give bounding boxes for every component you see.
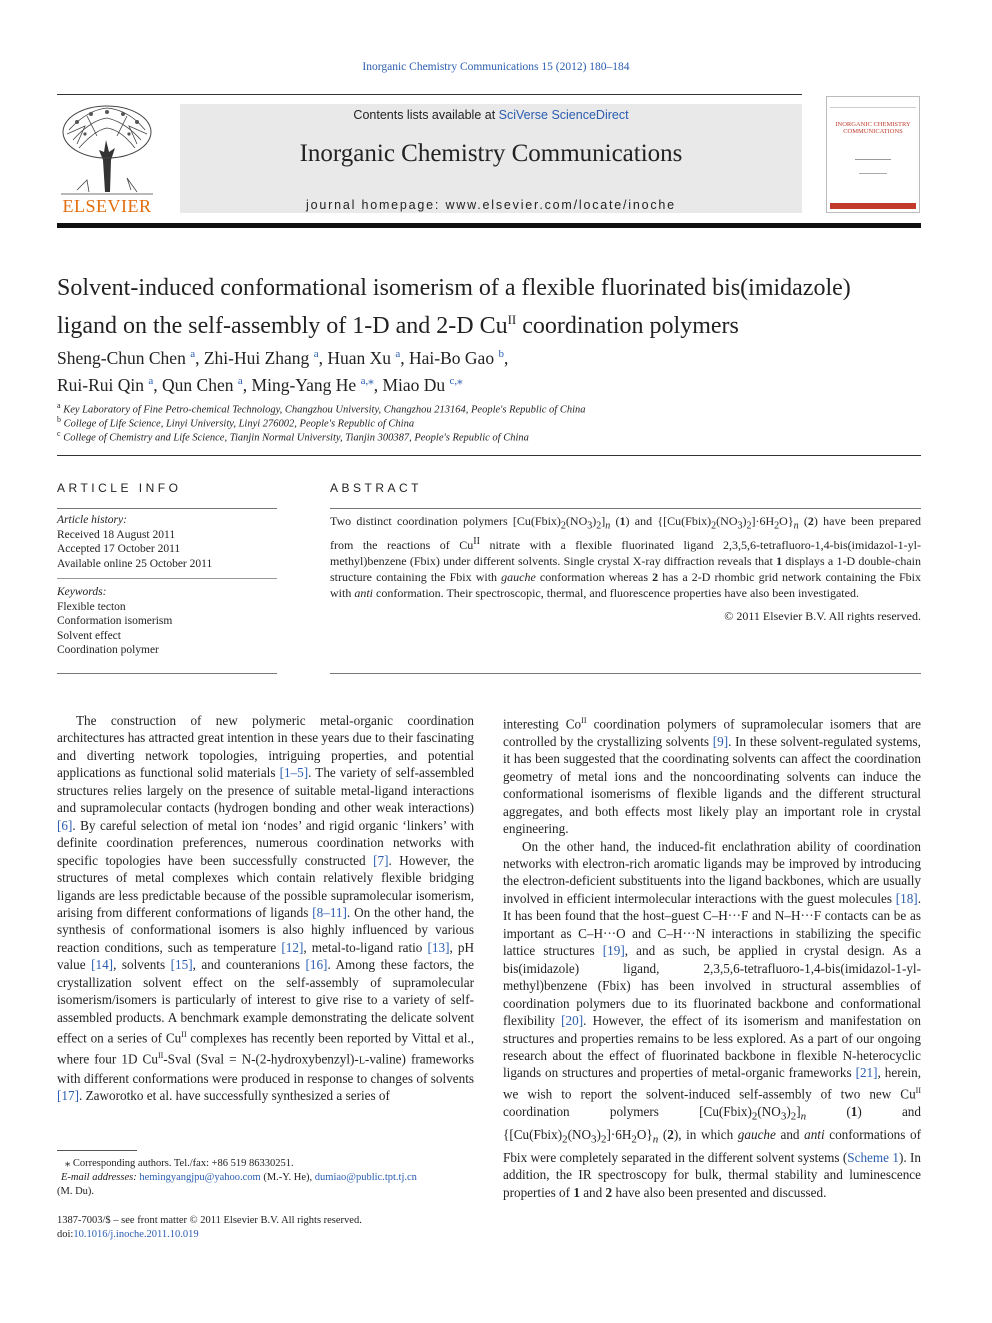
abstract-copyright: © 2011 Elsevier B.V. All rights reserved. (724, 609, 921, 623)
masthead (180, 104, 802, 213)
doi-link[interactable]: 10.1016/j.inoche.2011.10.019 (73, 1229, 199, 1240)
author: Ming-Yang He $^{a,⁎}$, (251, 374, 383, 395)
email-link-he[interactable]: hemingyangjpu@yahoo.com (139, 1172, 261, 1183)
affiliation-a: $^a$ Key Laboratory of Fine Petro-chemical Technology, Changzhou University, Changzhou 213164, People's Republic of China (57, 401, 586, 416)
author: Zhi-Hui Zhang $^a$, (203, 347, 328, 368)
author: Sheng-Chun Chen $^a$, (57, 347, 204, 368)
abstract-bottom-rule (330, 673, 921, 674)
cover-title: INORGANIC CHEMISTRY COMMUNICATIONS (835, 121, 911, 135)
header-rule (57, 94, 802, 95)
journal-cover-thumbnail[interactable] (826, 96, 920, 213)
sciencedirect-link[interactable]: SciVerse ScienceDirect (498, 108, 629, 122)
body-paragraph: On the other hand, the induced-fit enclathration ability of coordination networks with electron-rich aromatic ligands may be improved by introducing the electron-deficient substituents into the ligand backbones, which are usually involved in efficient intermolecular interactions with the guest molecules [18]. It has been found that the host–guest C–H···F and N–H···F contacts can be as important as C–H···O and C–H···N interactions in stabilizing the specific lattice structures [19], and as such, be applied in crystal design. As a bis(imidazole) ligand, 2,3,5,6-tetrafluoro-1,4-bis(imidazol-1-yl-methyl)benzene (Fbix) has been involved in structural assemblies of coordination polymers due to its fluorinated backbone and conformational flexibility [20]. However, the effect of its isomerism and manifestation on structures and properties remains to be less explored. As a part of our ongoing research about the effect of fluorinated backbone in flexible N-heterocyclic ligands on structures and properties of metal-organic frameworks [21], herein, we wish to report the solvent-induced self-assembly of two new $Cu^{II}$ coordination polymers $[Cu(Fbix)_2(NO_3)_2]_n$ (1) and $\{[Cu(Fbix)_2(NO_3)_2]\cdot 6H_2O\}_n$ (2), in which gauche and anti conformations of Fbix were completely separated in the different solvent systems (Scheme 1). In addition, the IR spectroscopy for bulk, thermal stability and luminescence properties of 1 and 2 have also been presented and discussed. (503, 838, 921, 1200)
accepted-date: Accepted 17 October 2011 (57, 543, 181, 555)
email-line: E-mail addresses: hemingyangjpu@yahoo.com (M.-Y. He), dumiao@public.tpt.tj.cn (61, 1172, 417, 1183)
author: Rui-Rui Qin $^a$, (57, 374, 163, 395)
article-info-rule (57, 508, 277, 509)
affiliation-b: $^b$ College of Life Science, Linyi University, Linyi 276002, People's Republic of China (57, 415, 415, 430)
cover-rule (855, 159, 891, 160)
elsevier-wordmark: ELSEVIER (62, 196, 152, 216)
title-superscript: II (507, 312, 517, 327)
journal-title: Inorganic Chemistry Communications (299, 140, 683, 167)
author: Miao Du $^{c,⁎}$ (382, 374, 463, 395)
doi-line: doi:10.1016/j.inoche.2011.10.019 (57, 1229, 199, 1240)
email-label: E-mail addresses: (61, 1172, 140, 1183)
keyword: Conformation isomerism (57, 615, 173, 627)
author-list (57, 343, 927, 397)
contents-line (180, 108, 802, 122)
journal-homepage (180, 198, 802, 212)
author: Hai-Bo Gao $^b$, (409, 347, 509, 368)
body-paragraph: The construction of new polymeric metal-organic coordination architectures has attracted great intention in these years due to their fascinating and diverting network topologies, intriguing properties, and potential applications as functional solid materials [1–5]. The variety of self-assembled structures relies largely on the presence of suitable metal-ligand interactions and supramolecular contacts (hydrogen bonding and other weak interactions) [6]. By careful selection of metal ion ‘nodes’ and rigid organic ‘linkers’ with definite coordination preferences, numerous coordination networks with specific topologies have been successfully constructed [7]. However, the structures of metal complexes which contain relatively flexible bridging ligands are less predictable because of the possible supramolecular isomerism, arising from different conformations of ligands [8–11]. On the other hand, the synthesis of conformational isomers is also highly influenced by various reaction conditions, such as temperature [12], metal-to-ligand ratio [13], pH value [14], solvents [15], and counteranions [16]. Among these factors, the crystallization solvent effect on the self-assembly of supramolecular isomerism/isomers is particularly of interest to give rise to a variety of self-assembled products. A benchmark example demonstrating the delicate solvent effect on a series of $Cu^{II}$ complexes has recently been reported by Vittal et al., where four 1D $Cu^{II}$-Sval (Sval = N-(2-hydroxybenzyl)-L-valine) frameworks with different conformations were produced in response to changes of solvents [17]. Zaworotko et al. have successfully synthesized a series of (57, 713, 475, 1104)
keyword: Flexible tecton (57, 600, 126, 613)
journal-citation[interactable]: Inorganic Chemistry Communications 15 (2012) 180–184 (362, 61, 630, 73)
footnote-rule (57, 1150, 137, 1151)
corresponding-author-note: ⁎ Corresponding authors. Tel./fax: +86 519 86330251. (65, 1158, 294, 1169)
keyword: Solvent effect (57, 629, 121, 642)
body-paragraph: interesting $Co^{II}$ coordination polymers of supramolecular isomers that are controlled by the crystallizing solvents [9]. In these solvent-regulated systems, it has been suggested that the coordinating solvents can affect the coordination geometry of metal ions and the noncoordinating solvents can induce the conformational isomerisms of flexible ligands and the different structural aggregates, and both effects most likely play an important role in crystal engineering. (503, 716, 922, 837)
abstract-heading: ABSTRACT (330, 481, 423, 495)
title-line-1: Solvent-induced conformational isomerism of a flexible fluorinated bis(imidazole) (57, 275, 851, 301)
front-matter (57, 1214, 557, 1242)
cover-band (830, 203, 916, 209)
body-column-left (57, 712, 474, 1105)
online-date: Available online 25 October 2011 (57, 557, 213, 570)
abstract-rule (330, 508, 921, 509)
title-line-2-end: coordination polymers (516, 313, 739, 339)
contents-prefix: Contents lists available at (353, 108, 499, 122)
article-title (57, 273, 927, 342)
author: Huan Xu $^a$, (327, 347, 410, 368)
footnotes (57, 1157, 474, 1199)
elsevier-tree-icon (57, 100, 157, 196)
history-rule (57, 578, 277, 579)
email-author-note: (M. Du). (57, 1186, 95, 1197)
article-info-heading: ARTICLE INFO (57, 481, 182, 495)
email-link-du[interactable]: dumiao@public.tpt.tj.cn (314, 1172, 417, 1183)
body-column-right (503, 712, 921, 1201)
author: Qun Chen $^a$, (162, 374, 252, 395)
cover-mark (859, 167, 887, 174)
affiliation-rule (57, 455, 921, 456)
title-line-2: ligand on the self-assembly of 1-D and 2-D Cu (57, 313, 508, 339)
keywords-rule (57, 673, 277, 674)
homepage-label: journal homepage: (306, 198, 446, 212)
keywords-block (57, 585, 277, 658)
history-label: Article history: (57, 514, 127, 526)
homepage-link[interactable]: www.elsevier.com/locate/inoche (445, 198, 676, 212)
elsevier-logo (57, 100, 157, 216)
keyword: Coordination polymer (57, 644, 159, 656)
masthead-bottom-rule (57, 223, 921, 228)
cover-topline (830, 101, 916, 108)
keywords-label: Keywords: (57, 586, 107, 598)
received-date: Received 18 August 2011 (57, 528, 176, 541)
article-history (57, 513, 277, 571)
affiliation-c: $^c$ College of Chemistry and Life Science, Tianjin Normal University, Tianjin 300387, People's Republic of China (57, 429, 529, 444)
issn-line: 1387-7003/$ – see front matter © 2011 Elsevier B.V. All rights reserved. (57, 1215, 362, 1226)
abstract-body: Two distinct coordination polymers $[Cu(Fbix)_2(NO_3)_2]_n$ (1) and $\{[Cu(Fbix)_2(NO_3)_2]\cdot 6H_2O\}_n$ (2) have been prepared from the reactions of $Cu^{II}$ nitrate with a flexible fluorinated ligand 2,3,5,6-tetrafluoro-1,4-bis(imidazol-1-yl-methyl)benzene (Fbix) under different solvents. Single crystal X-ray diffraction reveals that 1 displays a 1-D double-chain structure containing the Fbix with gauche conformation whereas 2 has a 2-D rhombic grid network containing the Fbix with anti conformation. Their spectroscopic, thermal, and fluorescence properties have also been investigated. (330, 514, 922, 601)
